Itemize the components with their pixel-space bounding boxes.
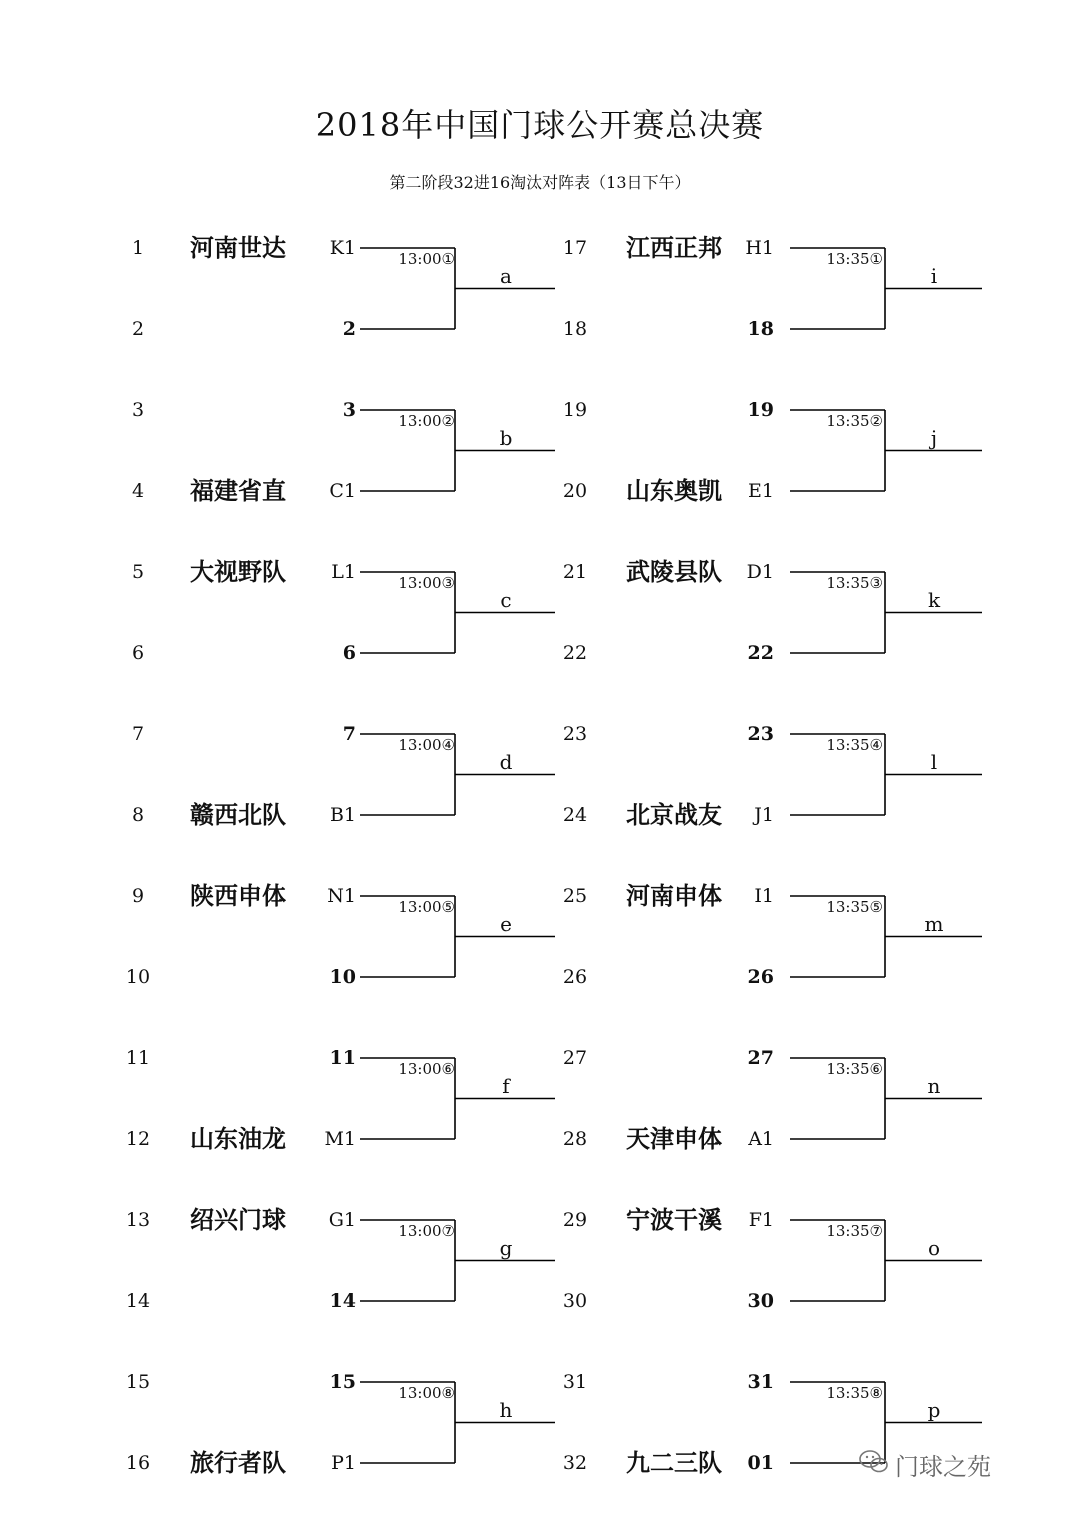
winner-label: p: [927, 1397, 941, 1422]
watermark-text: 门球之苑: [895, 1453, 991, 1481]
team-code: C1: [329, 480, 356, 502]
team-code: 10: [329, 966, 356, 988]
team-name: 河南申体: [626, 881, 722, 910]
seed-number: 24: [562, 804, 588, 826]
match-time: 13:35⑦: [826, 1222, 883, 1240]
winner-label: g: [499, 1235, 513, 1260]
match-time: 13:35⑥: [826, 1060, 883, 1078]
winner-label: d: [499, 749, 513, 774]
winner-label: k: [927, 587, 941, 612]
match-time: 13:00④: [398, 736, 455, 754]
team-name: 北京战友: [626, 800, 722, 829]
team-code: L1: [331, 561, 356, 583]
seed-number: 21: [562, 561, 588, 583]
team-name: 大视野队: [190, 557, 286, 586]
seed-number: 32: [562, 1452, 588, 1474]
seed-number: 25: [562, 885, 588, 907]
winner-label: i: [930, 263, 938, 288]
team-name: 山东奥凯: [626, 476, 722, 505]
winner-label: f: [502, 1073, 510, 1098]
match-time: 13:35⑤: [826, 898, 883, 916]
seed-number: 26: [562, 966, 588, 988]
team-name: 绍兴门球: [190, 1205, 286, 1234]
seed-number: 19: [562, 399, 588, 421]
seed-number: 23: [562, 723, 588, 745]
team-name: 旅行者队: [190, 1448, 286, 1477]
winner-label: a: [500, 263, 512, 288]
team-code: A1: [748, 1128, 774, 1150]
seed-number: 31: [562, 1371, 588, 1393]
seed-number: 29: [562, 1209, 588, 1231]
team-code: I1: [754, 885, 774, 907]
team-code: 2: [342, 318, 356, 340]
team-code: K1: [329, 237, 356, 259]
team-code: 15: [329, 1371, 356, 1393]
seed-number: 10: [125, 966, 151, 988]
team-code: G1: [328, 1209, 356, 1231]
team-name: 河南世达: [190, 233, 286, 262]
match-time: 13:35②: [826, 412, 883, 430]
seed-number: 18: [562, 318, 588, 340]
team-name: 武陵县队: [626, 557, 722, 586]
wechat-icon: [859, 1449, 889, 1475]
seed-number: 9: [131, 885, 145, 907]
team-code: P1: [331, 1452, 356, 1474]
team-name: 陕西申体: [190, 881, 286, 910]
page-title: 2018年中国门球公开赛总决赛: [315, 106, 765, 144]
team-name: 九二三队: [626, 1448, 722, 1477]
team-code: F1: [748, 1209, 774, 1231]
seed-number: 4: [131, 480, 145, 502]
team-code: 23: [747, 723, 774, 745]
team-code: 30: [747, 1290, 774, 1312]
match-time: 13:00⑥: [398, 1060, 455, 1078]
team-code: M1: [324, 1128, 356, 1150]
page-subtitle: 第二阶段32进16淘汰对阵表（13日下午）: [389, 173, 691, 192]
team-name: 山东油龙: [190, 1124, 286, 1153]
team-name: 天津申体: [626, 1124, 722, 1153]
seed-number: 7: [131, 723, 145, 745]
winner-label: o: [927, 1235, 941, 1260]
team-code: 31: [747, 1371, 774, 1393]
seed-number: 3: [131, 399, 145, 421]
team-code: 18: [747, 318, 774, 340]
match-time: 13:00⑦: [398, 1222, 455, 1240]
team-code: 22: [747, 642, 774, 664]
winner-label: l: [930, 749, 938, 774]
seed-number: 8: [131, 804, 145, 826]
seed-number: 5: [131, 561, 145, 583]
match-time: 13:00⑧: [398, 1384, 455, 1402]
seed-number: 6: [131, 642, 145, 664]
seed-number: 2: [131, 318, 145, 340]
winner-label: m: [924, 911, 944, 936]
seed-number: 27: [562, 1047, 588, 1069]
seed-number: 28: [562, 1128, 588, 1150]
seed-number: 11: [125, 1047, 151, 1069]
seed-number: 17: [562, 237, 588, 259]
seed-number: 20: [562, 480, 588, 502]
team-name: 江西正邦: [626, 233, 722, 262]
winner-label: e: [500, 911, 512, 936]
match-time: 13:00③: [398, 574, 455, 592]
winner-label: h: [499, 1397, 513, 1422]
winner-label: n: [927, 1073, 941, 1098]
match-time: 13:35⑧: [826, 1384, 883, 1402]
winner-label: j: [930, 425, 938, 450]
seed-number: 1: [131, 237, 145, 259]
team-code: N1: [327, 885, 356, 907]
winner-label: c: [500, 587, 512, 612]
match-time: 13:00①: [398, 250, 455, 268]
seed-number: 16: [125, 1452, 151, 1474]
team-code: 01: [747, 1452, 774, 1474]
match-time: 13:35③: [826, 574, 883, 592]
team-code: 26: [747, 966, 774, 988]
team-name: 赣西北队: [190, 800, 286, 829]
team-code: E1: [748, 480, 774, 502]
seed-number: 15: [125, 1371, 151, 1393]
seed-number: 12: [125, 1128, 151, 1150]
match-time: 13:35①: [826, 250, 883, 268]
seed-number: 13: [125, 1209, 151, 1231]
team-code: 6: [342, 642, 356, 664]
watermark: [895, 1447, 991, 1482]
seed-number: 14: [125, 1290, 151, 1312]
team-name: 宁波干溪: [626, 1205, 722, 1234]
team-code: H1: [745, 237, 774, 259]
seed-number: 22: [562, 642, 588, 664]
team-code: 3: [342, 399, 356, 421]
team-code: 19: [747, 399, 774, 421]
match-time: 13:00②: [398, 412, 455, 430]
winner-label: b: [499, 425, 513, 450]
team-code: J1: [754, 804, 774, 826]
team-name: 福建省直: [190, 476, 286, 505]
team-code: 27: [747, 1047, 774, 1069]
team-code: B1: [329, 804, 356, 826]
team-code: 14: [329, 1290, 356, 1312]
match-time: 13:00⑤: [398, 898, 455, 916]
match-time: 13:35④: [826, 736, 883, 754]
team-code: D1: [746, 561, 774, 583]
seed-number: 30: [562, 1290, 588, 1312]
team-code: 7: [342, 723, 356, 745]
team-code: 11: [329, 1047, 356, 1069]
